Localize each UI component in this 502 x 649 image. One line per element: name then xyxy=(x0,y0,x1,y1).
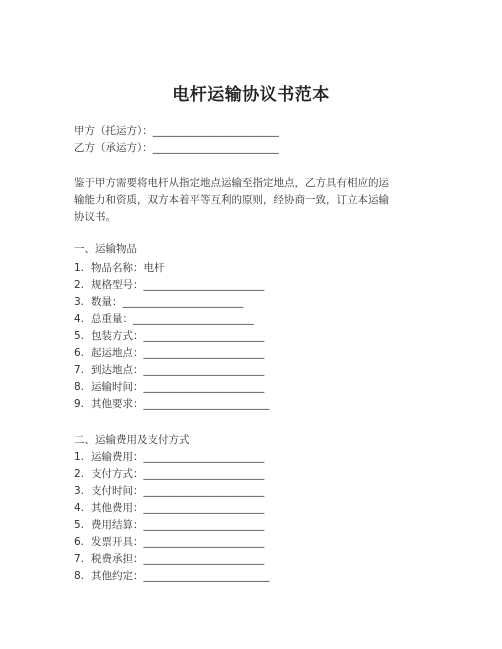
item-number: 1. xyxy=(74,262,85,274)
section1-item xyxy=(74,397,270,411)
item-text: 运输时间：_______________________ xyxy=(91,381,265,393)
item-text: 发票开具：_______________________ xyxy=(91,536,265,548)
item-number: 6. xyxy=(74,536,85,548)
section1-item xyxy=(74,380,264,394)
item-number: 2. xyxy=(74,468,85,480)
section2-item xyxy=(74,467,264,481)
item-number: 6. xyxy=(74,347,85,359)
item-number: 3. xyxy=(74,485,85,497)
party-b-line: 乙方（承运方）：________________________ xyxy=(74,142,279,154)
section2-item xyxy=(74,552,264,566)
item-text: 包装方式：_______________________ xyxy=(91,330,265,342)
section1-item xyxy=(74,363,264,377)
item-number: 8. xyxy=(74,381,85,393)
section1-item xyxy=(74,261,165,275)
item-text: 支付时间：_______________________ xyxy=(91,485,265,497)
item-text: 支付方式：_______________________ xyxy=(91,468,265,480)
section1-heading: 一、运输物品 xyxy=(74,243,137,255)
item-number: 5. xyxy=(74,519,85,531)
intro-paragraph xyxy=(74,175,424,226)
item-number: 9. xyxy=(74,398,85,410)
item-text: 数量：_______________________ xyxy=(91,296,244,308)
section1-item xyxy=(74,346,264,360)
section1-item xyxy=(74,312,254,326)
intro-line-2: 输能力和资质，双方本着平等互利的原则，经协商一致，订立本运输 xyxy=(74,194,389,206)
intro-line-3: 协议书。 xyxy=(74,211,116,223)
section2-item xyxy=(74,569,270,583)
item-text: 物品名称：电杆 xyxy=(91,262,165,274)
section1-item xyxy=(74,278,264,292)
item-number: 3. xyxy=(74,296,85,308)
item-text: 总重量：_______________________ xyxy=(91,313,254,325)
item-text: 其他要求：________________________ xyxy=(91,398,270,410)
item-number: 4. xyxy=(74,502,85,514)
item-number: 8. xyxy=(74,570,85,582)
item-text: 运输费用：_______________________ xyxy=(91,451,265,463)
intro-line-1: 鉴于甲方需要将电杆从指定地点运输至指定地点，乙方具有相应的运 xyxy=(74,177,389,189)
item-text: 规格型号：_______________________ xyxy=(91,279,265,291)
item-text: 起运地点：_______________________ xyxy=(91,347,265,359)
item-number: 2. xyxy=(74,279,85,291)
item-number: 4. xyxy=(74,313,85,325)
item-number: 5. xyxy=(74,330,85,342)
item-text: 到达地点：_______________________ xyxy=(91,364,265,376)
section2-item xyxy=(74,484,264,498)
section2-item xyxy=(74,501,264,515)
section2-item xyxy=(74,450,264,464)
item-text: 其他费用：_______________________ xyxy=(91,502,265,514)
party-a-line: 甲方（托运方）：________________________ xyxy=(74,125,279,137)
section2-heading: 二、运输费用及支付方式 xyxy=(74,434,190,446)
item-number: 7. xyxy=(74,364,85,376)
section1-item xyxy=(74,329,264,343)
item-text: 其他约定：________________________ xyxy=(91,570,270,582)
item-number: 7. xyxy=(74,553,85,565)
document-title: 电杆运输协议书范本 xyxy=(172,85,330,105)
section2-item xyxy=(74,518,264,532)
section2-item xyxy=(74,535,264,549)
section1-item xyxy=(74,295,243,309)
item-number: 1. xyxy=(74,451,85,463)
item-text: 费用结算：_______________________ xyxy=(91,519,265,531)
item-text: 税费承担：_______________________ xyxy=(91,553,265,565)
